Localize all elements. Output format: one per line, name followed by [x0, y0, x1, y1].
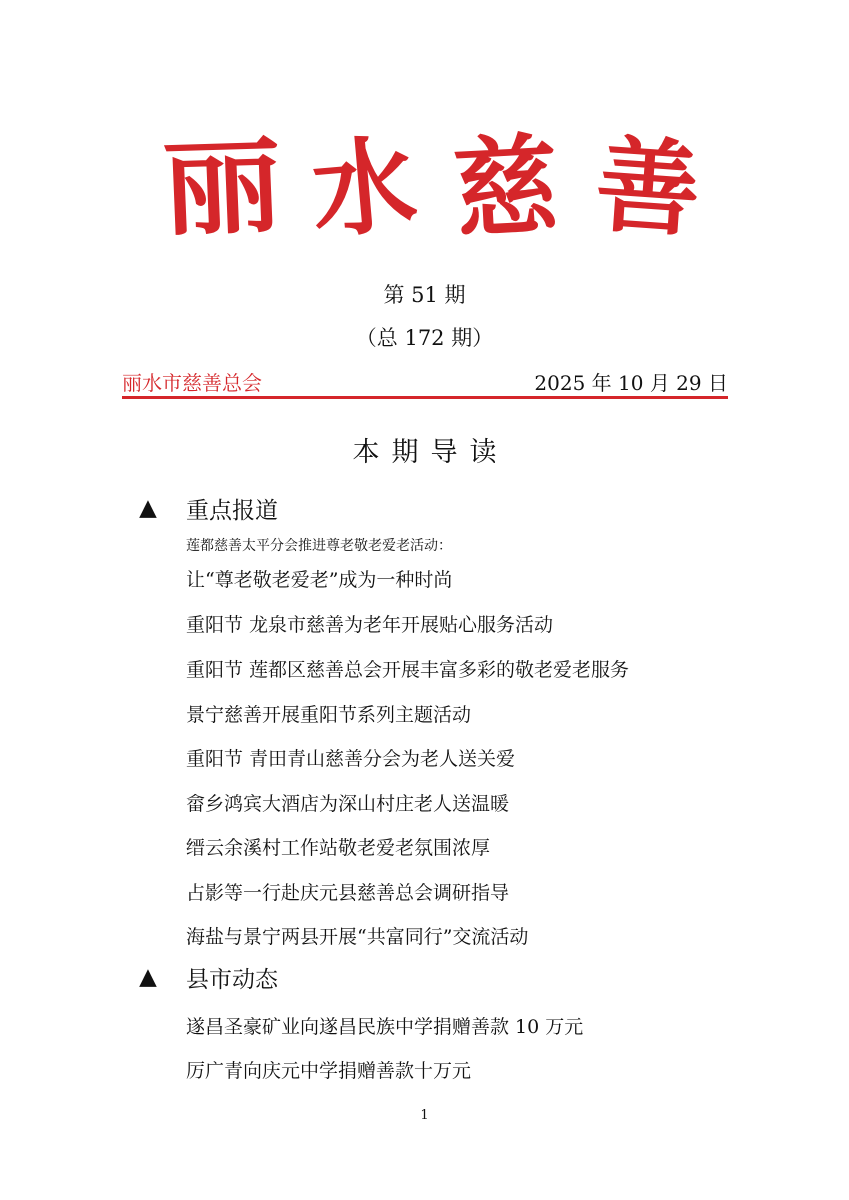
toc-item[interactable]: 厉广青向庆元中学捐赠善款十万元: [186, 1060, 472, 1082]
page-number: 1: [420, 1108, 429, 1123]
triangle-icon: ▲: [139, 495, 157, 521]
masthead-char: 慈: [450, 120, 562, 255]
masthead-logo: [159, 118, 705, 258]
header-row: [122, 366, 728, 396]
publish-date: 2025 年 10 月 29 日: [534, 370, 728, 395]
toc-item[interactable]: 让“尊老敬老爱老”成为一种时尚: [186, 569, 453, 591]
masthead-char: 丽: [159, 124, 285, 251]
toc-title: 本期导读: [352, 437, 509, 468]
triangle-icon: ▲: [139, 964, 157, 990]
toc-item[interactable]: 占影等一行赴庆元县慈善总会调研指导: [186, 882, 510, 904]
toc-item[interactable]: 遂昌圣豪矿业向遂昌民族中学捐赠善款 10 万元: [186, 1016, 584, 1038]
section-title: 县市动态: [186, 966, 278, 993]
toc-item[interactable]: 重阳节 龙泉市慈善为老年开展贴心服务活动: [186, 614, 554, 636]
issue-number: 第 51 期: [383, 283, 466, 307]
toc-item[interactable]: 景宁慈善开展重阳节系列主题活动: [186, 704, 472, 726]
issue-total: （总 172 期）: [355, 326, 494, 350]
toc-item[interactable]: 缙云余溪村工作站敬老爱老氛围浓厚: [186, 837, 491, 859]
section-heading-county-news: [136, 961, 278, 993]
toc-item[interactable]: 重阳节 莲都区慈善总会开展丰富多彩的敬老爱老服务: [186, 659, 630, 681]
toc-item[interactable]: 重阳节 青田青山慈善分会为老人送关爱: [186, 748, 516, 770]
section-heading-featured: [136, 492, 278, 524]
masthead-char: 水: [306, 121, 422, 254]
masthead-char: 善: [591, 122, 705, 253]
header-divider: [122, 396, 728, 399]
toc-item[interactable]: 畲乡鸿宾大酒店为深山村庄老人送温暖: [186, 793, 510, 815]
toc-item[interactable]: 莲都慈善太平分会推进尊老敬老爱老活动：: [186, 538, 452, 554]
toc-item[interactable]: 海盐与景宁两县开展“共富同行”交流活动: [186, 926, 529, 948]
section-title: 重点报道: [186, 497, 278, 524]
organization-name: 丽水市慈善总会: [122, 370, 262, 395]
